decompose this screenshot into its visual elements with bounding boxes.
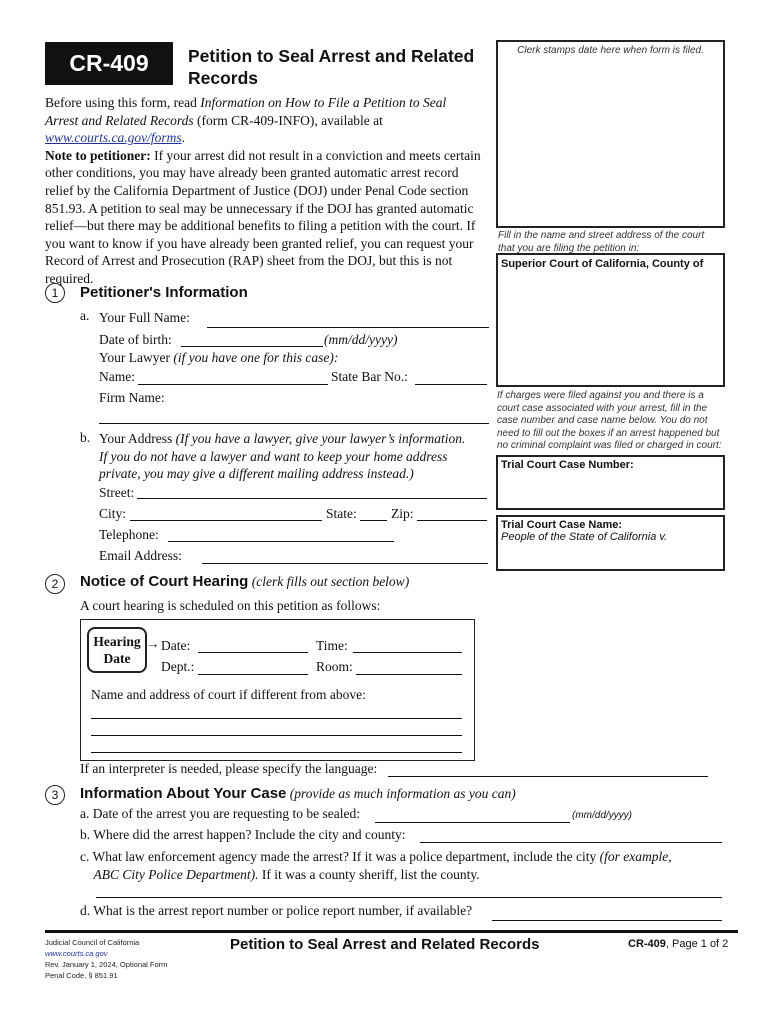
date-label: Date: [161, 638, 191, 653]
court-instructions: Fill in the name and street address of the court that you are filing the petition in: [498, 230, 705, 254]
full-name-label: Your Full Name: [99, 310, 190, 325]
case-number-label: Trial Court Case Number: [501, 459, 634, 471]
hearing-date-input[interactable] [198, 652, 308, 653]
agency-label: c. What law enforcement agency made the arrest? If it was a police department, include the city (for example, ABC City Police Department). If it was a county sheriff, list the county. [80, 849, 672, 882]
page-number: CR-409, Page 1 of 2 [628, 938, 729, 950]
arrow-icon: → [146, 636, 160, 651]
charges-note: If charges were filed against you and there is a court case associated with your arrest, fill in the case number and case name below. You do not need to fill out the boxes if an arrest happened but no criminal complaint was filed or charged in court: [497, 390, 722, 451]
date-format: (mm/dd/yyyy) [572, 810, 632, 821]
email-label: Email Address: [99, 548, 182, 563]
section-number: 1 [45, 283, 65, 303]
court-address-input[interactable] [91, 752, 462, 753]
case-name-field[interactable] [496, 515, 725, 571]
footer-rule [45, 930, 738, 933]
dob-input[interactable] [181, 346, 323, 347]
hearing-intro: A court hearing is scheduled on this petition as follows: [80, 598, 381, 613]
section-title: Information About Your Case [80, 785, 287, 802]
title-line: Petition to Seal Arrest and Related [188, 46, 475, 66]
zip-label: Zip: [391, 506, 414, 521]
court-name-field[interactable] [496, 253, 725, 387]
intro-text: Before using this form, read Information on How to File a Petition to Seal Arrest and Related Records (form CR-409-INFO), available at www.courts.ca.gov/forms. Note to petitioner: If your arrest did not result in a conviction and meets certain other conditions, you may have already been granted automatic arrest record relief by the California Department of Justice (DOJ) under Penal Code section 851.93. A petition to seal may be unnecessary if the DOJ has granted automatic relief—but there may be additional benefits to filing a petition with the court. If you want to know if you have already been granted relief, you can request your Record of Arrest and Prosecution (RAP) sheet from the DOJ, but this is not required. [45, 95, 481, 286]
lawyer-label: Your Lawyer [99, 350, 174, 365]
street-input[interactable] [137, 498, 487, 499]
lawyer-note: (if you have one for this case): [173, 350, 339, 365]
full-name-input[interactable] [207, 327, 489, 328]
footer-title: Petition to Seal Arrest and Related Records [230, 936, 540, 953]
report-number-input[interactable] [492, 920, 722, 921]
dept-label: Dept.: [161, 659, 195, 674]
forms-link[interactable]: www.courts.ca.gov/forms [45, 130, 182, 146]
hearing-time-input[interactable] [353, 652, 462, 653]
section-title: Notice of Court Hearing [80, 573, 249, 590]
dob-label: Date of birth: [99, 332, 172, 347]
section-number: 3 [45, 785, 65, 805]
section-title: Petitioner's Information [80, 284, 248, 301]
dob-format: (mm/dd/yyyy) [324, 332, 398, 347]
arrest-date-input[interactable] [375, 822, 570, 823]
site-link[interactable]: www.courts.ca.gov [45, 949, 108, 958]
interpreter-input[interactable] [388, 776, 708, 777]
state-label: State: [326, 506, 357, 521]
city-input[interactable] [130, 520, 322, 521]
case-name-value: People of the State of California v. [501, 531, 668, 543]
court-address-input[interactable] [91, 718, 462, 719]
item-label: a. [80, 308, 90, 323]
footer-info: Judicial Council of California www.courts.ca.gov Rev. January 1, 2024, Optional Form Penal Code, § 851.91 [45, 938, 168, 980]
room-label: Room: [316, 659, 353, 674]
case-number-field[interactable] [496, 455, 725, 510]
address-note: (If you have a lawyer, give your lawyer’s information. [175, 431, 466, 446]
title-line: Records [188, 68, 259, 88]
email-input[interactable] [202, 563, 488, 564]
time-label: Time: [316, 638, 348, 653]
item-label: b. [80, 430, 91, 445]
agency-input[interactable] [96, 897, 722, 898]
section-number: 2 [45, 574, 65, 594]
form-page: CR-409 Petition to Seal Arrest and Related Records Clerk stamps date here when form is filed. Before using this form, read Information on How to File a Petition to Seal Arrest and Related Records (form CR-409-INFO), available at www.courts.ca.gov/forms. Note to petitioner: If your arrest did not result in a conviction and meets certain other conditions, you may have already been granted automatic arrest record relief by the California Department of Justice (DOJ) under Penal Code section 851.93. A petition to seal may be unnecessary if the DOJ has granted automatic relief—but there may be additional benefits to filing a petition with the court. If you want to know if you have already been granted relief, you can request your Record of Arrest and Prosecution (RAP) sheet from the DOJ, but this is not required. Fill in the name and street address of the court that you are filing the petition in: Superior Court of California, County of If charges were filed against you and there is a court case associated with your arrest, fill in the case number and case name below. You do not need to fill out the boxes if an arrest happened but no criminal complaint was filed or charged in court: Trial Court Case Number: Trial Court Case Name: People of the State of California v. 1 Petitioner's Information a. Your Full Name: Date of birth: (mm/dd/yyyy) Your Lawyer (if you have one for this case): Name: State Bar No.: Firm Name: b. Your Address (If you have a lawyer, give your lawyer’s information. If you do not have a lawyer and want to keep your home address private, you may give a different mailing address instead.) Street: City: State: Zip: Telephone: Email Address: 2 Notice of Court Hearing (clerk fills out section below) A court hearing is scheduled on this petition as follows: Hearing Date → Date: Time: Dept.: Room: Name and address of court if different from above: If an interpreter is needed, please specify the language: 3 Information About Your Case (provide as much information as you can) a. Date of the arrest you are requesting to be sealed: (mm/dd/yyyy) b. Where did the arrest happen? Include the city and county: c. What law enforcement agency made the arrest? If it was a police department, include the city (for example, ABC City Police Department). If it was a county sheriff, list the county. d. What is the arrest report number or police report number, if available? Judicial Council of California www.courts.ca.gov Rev. January 1, 2024, Optional Form Penal Code, § 851.91 Petition to Seal Arrest and Related Records CR-409, Page 1 of 2 [0, 0, 770, 1024]
zip-input[interactable] [417, 520, 487, 521]
city-label: City: [99, 506, 127, 521]
phone-input[interactable] [168, 541, 394, 542]
court-address-label: Name and address of court if different from above: [91, 687, 366, 702]
firm-name-input[interactable] [99, 423, 489, 424]
case-name-label: Trial Court Case Name: [501, 519, 623, 531]
lawyer-name-label: Name: [99, 369, 135, 384]
arrest-location-label: Where did the arrest happen? Include the city and county: [93, 827, 406, 842]
arrest-location-input[interactable] [420, 842, 722, 843]
form-title [188, 45, 474, 89]
address-label: Your Address [99, 431, 176, 446]
street-label: Street: [99, 485, 135, 500]
clerk-stamp-label: Clerk stamps date here when form is filed. [517, 45, 704, 56]
section-note: (clerk fills out section below) [251, 574, 410, 589]
arrest-date-label: Date of the arrest you are requesting to be sealed: [92, 806, 361, 821]
hearing-date-label: Hearing Date [87, 627, 147, 673]
court-label: Superior Court of California, County of [501, 258, 704, 270]
state-input[interactable] [360, 520, 387, 521]
form-number-badge: CR-409 [45, 42, 173, 85]
report-number-label: What is the arrest report number or police report number, if available? [93, 903, 473, 918]
bar-label: State Bar No.: [331, 369, 408, 384]
bar-number-input[interactable] [415, 384, 487, 385]
clerk-stamp-box [496, 40, 725, 228]
dept-input[interactable] [198, 674, 308, 675]
interpreter-label: If an interpreter is needed, please specify the language: [80, 761, 378, 776]
section-note: (provide as much information as you can) [289, 786, 516, 801]
room-input[interactable] [356, 674, 462, 675]
firm-label: Firm Name: [99, 390, 165, 405]
court-address-input[interactable] [91, 735, 462, 736]
phone-label: Telephone: [99, 527, 159, 542]
lawyer-name-input[interactable] [138, 384, 328, 385]
